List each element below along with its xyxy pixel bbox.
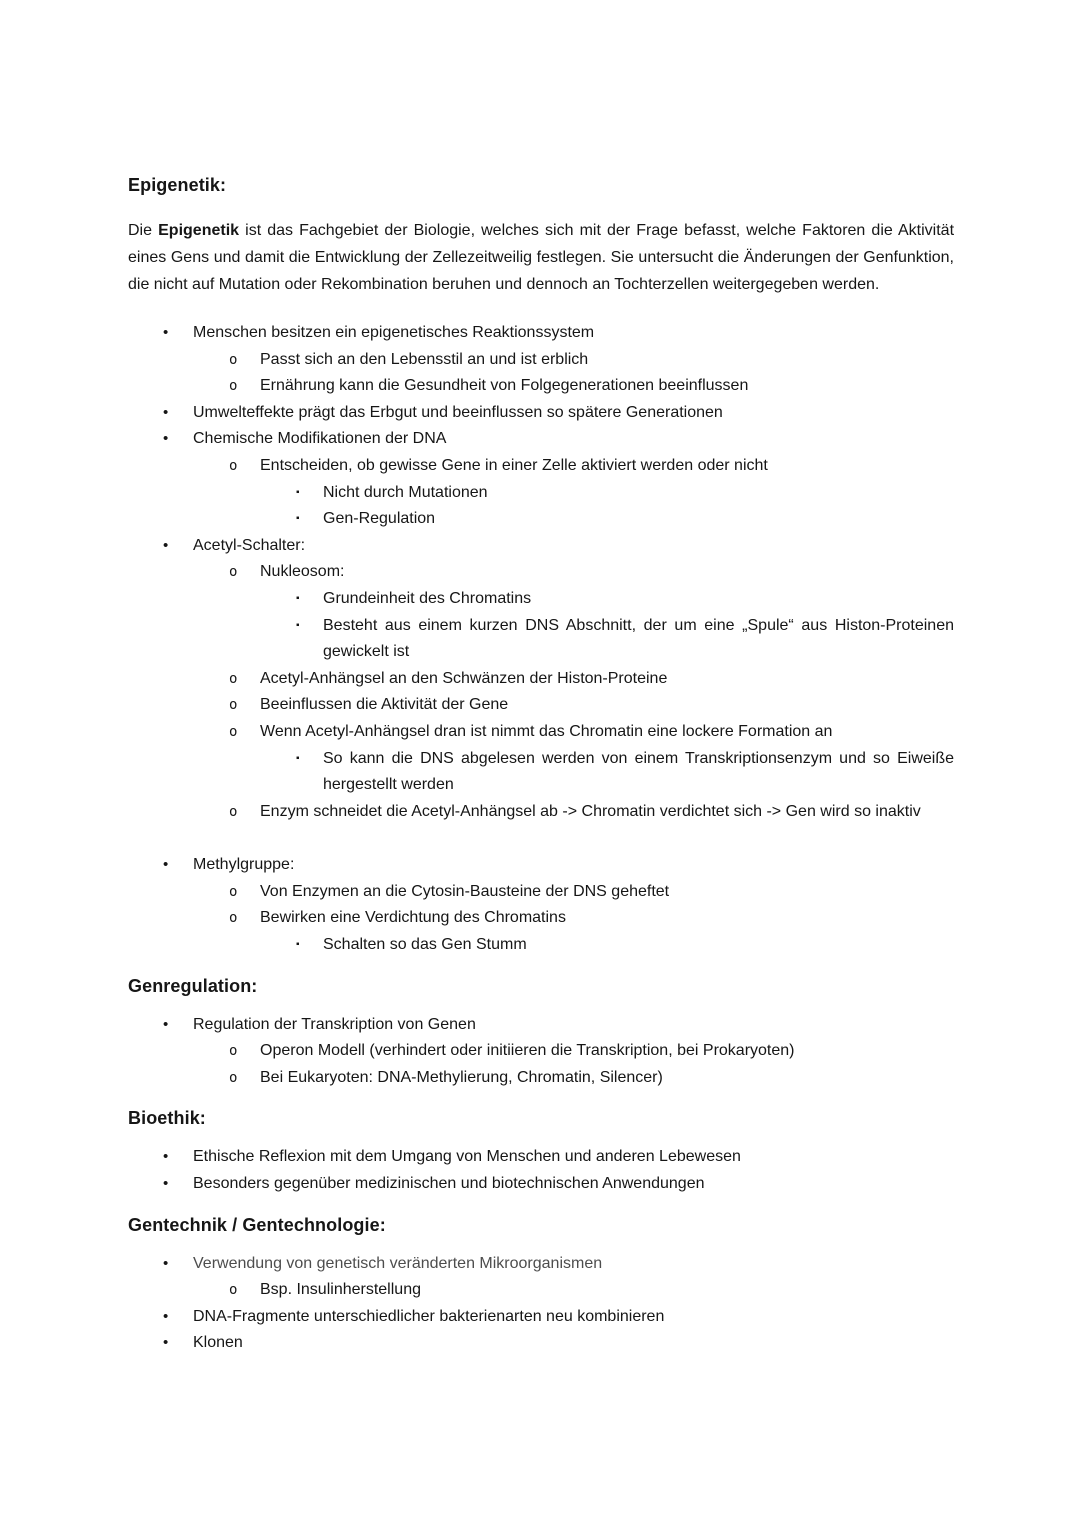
list-item [128, 453, 954, 480]
bullet-marker-level-1-icon: • [163, 1175, 169, 1193]
section-heading-gentechnik: Gentechnik / Gentechnologie: [128, 1214, 386, 1235]
list-item-text: Acetyl-Anhängsel an den Schwänzen der Histon-Proteine [260, 669, 668, 687]
list-item [128, 932, 954, 959]
list-item-text: Schalten so das Gen Stumm [323, 936, 527, 954]
section-heading-bioethik: Bioethik: [128, 1108, 206, 1129]
list-item-text: Nukleosom: [260, 563, 345, 581]
list-item-text: Beeinflussen die Aktivität der Gene [260, 696, 509, 714]
bullet-list-epigenetik [128, 320, 954, 959]
bullet-list-genregulation [128, 1012, 954, 1092]
list-item [128, 373, 954, 400]
list-item-text: Bewirken eine Verdichtung des Chromatins [260, 909, 566, 927]
bullet-marker-level-1-icon: • [163, 536, 169, 554]
list-item-text: Wenn Acetyl-Anhängsel dran ist nimmt das Chromatin eine lockere Formation an [260, 722, 833, 740]
list-item [128, 1171, 954, 1198]
list-item-text: Bei Eukaryoten: DNA-Methylierung, Chromatin, Silencer) [260, 1068, 663, 1086]
list-item [128, 533, 954, 560]
bullet-marker-level-3-icon: ▪ [296, 486, 300, 498]
list-item-text: Methylgruppe: [193, 856, 295, 874]
list-item [128, 746, 954, 799]
list-item-text: Umwelteffekte prägt das Erbgut und beeinflussen so spätere Generationen [193, 403, 723, 421]
section-gentechnik [128, 1212, 954, 1357]
bullet-marker-level-1-icon: • [163, 324, 169, 341]
bullet-list-gentechnik [128, 1251, 954, 1357]
list-item-text: Besteht aus einem kurzen DNS Abschnitt, der um eine „Spule“ aus Histon-Proteinen gewickelt ist [323, 616, 954, 661]
section-epigenetik [128, 172, 954, 959]
list-item [128, 613, 954, 666]
list-item [128, 1065, 954, 1092]
list-item-text: So kann die DNS abgelesen werden von einem Transkriptionsenzym und so Eiweiße hergestellt werden [323, 749, 954, 794]
list-item [128, 559, 954, 586]
list-item [128, 320, 954, 347]
bullet-marker-level-1-icon: • [163, 1307, 169, 1325]
bullet-marker-level-1-icon: • [163, 403, 169, 421]
list-item-text: Nicht durch Mutationen [323, 483, 488, 501]
list-item [128, 905, 954, 932]
list-item-text: Grundeinheit des Chromatins [323, 589, 532, 607]
bullet-marker-level-1-icon: • [163, 1015, 169, 1033]
list-item [128, 1277, 954, 1304]
list-item-text: Enzym schneidet die Acetyl-Anhängsel ab -> Chromatin verdichtet sich -> Gen wird so inaktiv [260, 802, 921, 820]
list-item-text: Regulation der Transkription von Genen [193, 1015, 476, 1033]
list-item [128, 1012, 954, 1039]
intro-text-pre: Die [128, 222, 159, 239]
bullet-marker-level-2-icon: o [229, 457, 238, 474]
list-item-text: Menschen besitzen ein epigenetisches Reaktionssystem [193, 324, 595, 341]
section-heading-genregulation: Genregulation: [128, 975, 258, 996]
bullet-marker-level-1-icon: • [163, 1254, 169, 1272]
bullet-marker-level-2-icon: o [229, 723, 238, 740]
bullet-marker-level-2-icon: o [229, 564, 238, 581]
list-item-text: Klonen [193, 1334, 243, 1352]
list-item [128, 1038, 954, 1065]
section-bioethik [128, 1105, 954, 1197]
bullet-marker-level-2-icon: o [229, 1043, 238, 1060]
list-item-text: Passt sich an den Lebensstil an und ist erblich [260, 350, 589, 368]
bullet-marker-level-2-icon: o [229, 378, 238, 395]
list-item [128, 799, 954, 826]
list-item [128, 480, 954, 507]
bullet-marker-level-3-icon: ▪ [296, 592, 300, 604]
bullet-marker-level-2-icon: o [229, 697, 238, 714]
intro-text-bold: Epigenetik [158, 222, 240, 239]
bullet-marker-level-2-icon: o [229, 670, 238, 687]
list-spacer [128, 825, 954, 852]
list-item [128, 426, 954, 453]
list-item [128, 1304, 954, 1331]
intro-text-post: ist das Fachgebiet der Biologie, welches sich mit der Frage befasst, welche Faktoren die Aktivität eines Gens und damit die Entwicklung der Zellezeitweilig festlegen. Sie untersucht die Änderungen der Genfunktion, die nicht auf Mutation oder Rekombination beruhen und dennoch an Tochterzellen weitergegeben werden. [128, 222, 955, 293]
list-item [128, 1144, 954, 1171]
bullet-marker-level-2-icon: o [229, 351, 238, 368]
list-item-text: Entscheiden, ob gewisse Gene in einer Zelle aktiviert werden oder nicht [260, 456, 768, 474]
bullet-marker-level-3-icon: ▪ [296, 513, 300, 525]
list-item-text: DNA-Fragmente unterschiedlicher bakterienarten neu kombinieren [193, 1307, 665, 1325]
section-genregulation [128, 973, 954, 1092]
list-item-text: Von Enzymen an die Cytosin-Bausteine der DNS geheftet [260, 882, 670, 900]
bullet-marker-level-1-icon: • [163, 430, 169, 448]
list-item-text: Acetyl-Schalter: [193, 536, 306, 554]
list-item-text: Besonders gegenüber medizinischen und biotechnischen Anwendungen [193, 1175, 705, 1193]
list-item-text: Chemische Modifikationen der DNA [193, 430, 447, 448]
intro-paragraph [128, 217, 954, 298]
section-heading-epigenetik: Epigenetik: [128, 175, 227, 195]
list-item [128, 400, 954, 427]
bullet-marker-level-3-icon: ▪ [296, 752, 300, 764]
list-item-text: Ernährung kann die Gesundheit von Folgegenerationen beeinflussen [260, 377, 749, 395]
list-item-text: Operon Modell (verhindert oder initiieren die Transkription, bei Prokaryoten) [260, 1042, 795, 1060]
bullet-marker-level-1-icon: • [163, 1148, 169, 1166]
list-item-text: Verwendung von genetisch veränderten Mikroorganismen [193, 1254, 603, 1272]
bullet-marker-level-2-icon: o [229, 1282, 238, 1299]
list-item [128, 692, 954, 719]
list-item-text: Gen-Regulation [323, 510, 436, 528]
bullet-marker-level-3-icon: ▪ [296, 939, 300, 951]
list-item [128, 852, 954, 879]
list-item [128, 347, 954, 374]
list-item-text: Ethische Reflexion mit dem Umgang von Menschen und anderen Lebewesen [193, 1148, 741, 1166]
bullet-marker-level-2-icon: o [229, 910, 238, 927]
list-item-text: Bsp. Insulinherstellung [260, 1281, 421, 1299]
bullet-marker-level-2-icon: o [229, 883, 238, 900]
bullet-list-bioethik [128, 1144, 954, 1197]
bullet-marker-level-1-icon: • [163, 856, 169, 874]
bullet-marker-level-3-icon: ▪ [296, 619, 300, 631]
list-item [128, 1330, 954, 1357]
bullet-marker-level-2-icon: o [229, 803, 238, 820]
bullet-marker-level-2-icon: o [229, 1069, 238, 1086]
list-item [128, 506, 954, 533]
list-item [128, 666, 954, 693]
bullet-marker-level-1-icon: • [163, 1334, 169, 1352]
list-item [128, 879, 954, 906]
list-item [128, 586, 954, 613]
list-item [128, 1251, 954, 1278]
list-item [128, 719, 954, 746]
